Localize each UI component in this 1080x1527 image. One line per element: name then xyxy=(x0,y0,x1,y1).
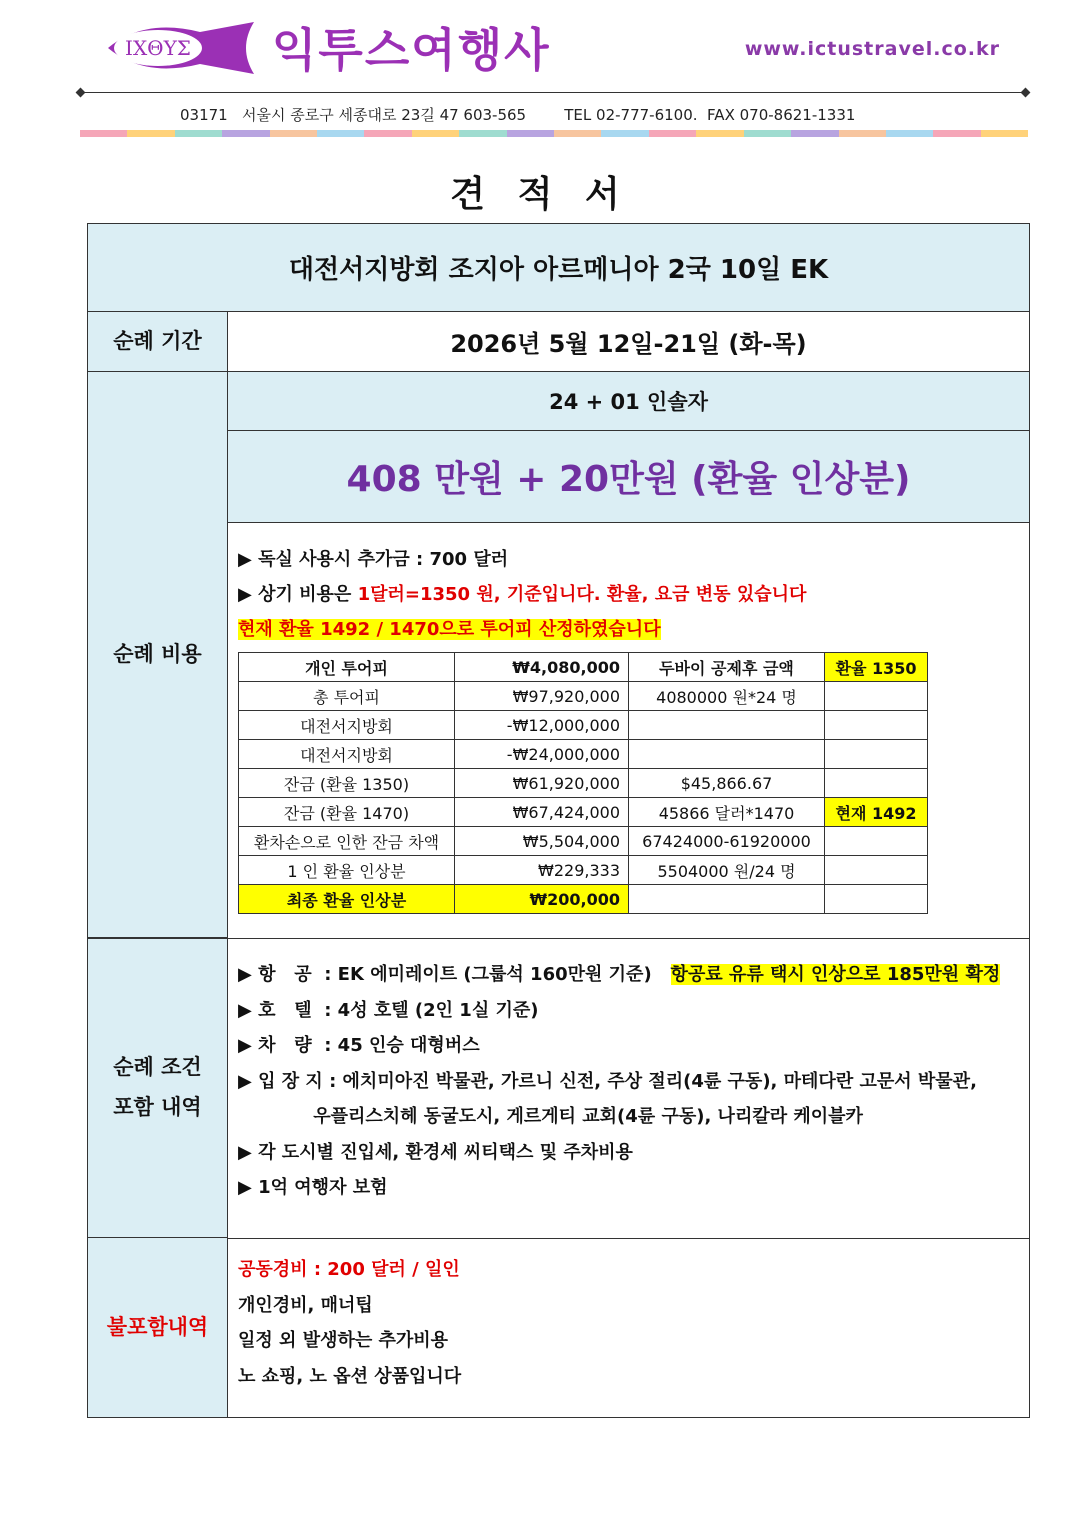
condition-taxes: ▶ 각 도시별 진입세, 환경세 씨티택스 및 주차비용 xyxy=(238,1141,633,1163)
conditions-label xyxy=(88,938,228,1238)
divider-dot-left xyxy=(76,88,86,98)
fee-table-header xyxy=(239,653,928,682)
header-rate: 환율 1350 xyxy=(825,653,928,682)
row-label: 환차손으로 인한 잔금 차액 xyxy=(239,827,455,856)
final-extra xyxy=(825,885,928,914)
table-row xyxy=(239,682,928,711)
no-shopping-note: 노 쇼핑, 노 옵션 상품입니다 xyxy=(238,1365,462,1387)
row-extra xyxy=(825,740,928,769)
period-label: 순례 기간 xyxy=(88,312,228,372)
table-row xyxy=(239,711,928,740)
final-label: 최종 환율 인상분 xyxy=(239,885,455,914)
address-line xyxy=(180,104,855,125)
section-divider xyxy=(88,938,1029,939)
condition-vehicle: ▶ 차 량 : 45 인승 대형버스 xyxy=(238,1035,480,1056)
row-label: 총 투어피 xyxy=(239,682,455,711)
row-extra xyxy=(825,856,928,885)
row-calc: 45866 달러*1470 xyxy=(629,798,825,827)
row-current-rate: 현재 1492 xyxy=(825,798,928,827)
exchange-rate-prefix: ▶ 상기 비용은 xyxy=(238,584,358,605)
condition-insurance: ▶ 1억 여행자 보험 xyxy=(238,1177,388,1198)
row-amount: -₩12,000,000 xyxy=(455,711,629,740)
ichthys-fish-logo xyxy=(104,18,264,78)
row-label: 대전서지방회 xyxy=(239,711,455,740)
row-calc: 4080000 원*24 명 xyxy=(629,682,825,711)
row-amount: ₩61,920,000 xyxy=(455,769,629,798)
table-row xyxy=(239,856,928,885)
row-label: 1 인 환율 인상분 xyxy=(239,856,455,885)
header-personal-fee: 개인 투어피 xyxy=(239,653,455,682)
condition-airline-text: ▶ 항 공 : EK 에미레이트 (그룹석 160만원 기준) xyxy=(238,964,652,985)
tour-price: 408 만원 + 20만원 (환율 인상분) xyxy=(228,431,1029,523)
conditions-label-line2: 포함 내역 xyxy=(113,1094,202,1119)
row-extra xyxy=(825,711,928,740)
header-divider xyxy=(80,92,1028,93)
row-amount: ₩67,424,000 xyxy=(455,798,629,827)
row-calc: 5504000 원/24 명 xyxy=(629,856,825,885)
fee-table xyxy=(238,652,928,914)
extra-cost: 일정 외 발생하는 추가비용 xyxy=(238,1330,449,1351)
contact-info: TEL 02-777-6100. FAX 070-8621-1331 xyxy=(564,106,856,124)
row-calc xyxy=(629,740,825,769)
logo-symbol: IXΘYΣ xyxy=(125,36,191,60)
row-label: 잔금 (환율 1350) xyxy=(239,769,455,798)
table-row xyxy=(239,740,928,769)
final-calc xyxy=(629,885,825,914)
common-expense: 공동경비 : 200 달러 / 일인 xyxy=(238,1259,460,1280)
condition-admissions: ▶ 입 장 지 : 에치미아진 박물관, 가르니 신전, 주상 절리(4륜 구동), 마테다란 고문서 박물관, xyxy=(238,1070,977,1092)
period-value: 2026년 5월 12일-21일 (화-목) xyxy=(228,312,1029,372)
row-amount: ₩5,504,000 xyxy=(455,827,629,856)
single-room-note: ▶ 독실 사용시 추가금 : 700 달러 xyxy=(238,549,509,570)
current-rate-highlight: 현재 환율 1492 / 1470으로 투어피 산정하였습니다 xyxy=(238,619,661,640)
final-amount: ₩200,000 xyxy=(455,885,629,914)
row-calc: $45,866.67 xyxy=(629,769,825,798)
exclusions-label: 불포함내역 xyxy=(88,1238,228,1417)
row-amount: ₩97,920,000 xyxy=(455,682,629,711)
condition-hotel: ▶ 호 텔 : 4성 호텔 (2인 1실 기준) xyxy=(238,999,539,1021)
condition-admissions-cont: 우플리스치헤 동굴도시, 게르게티 교회(4륜 구동), 나리칼라 케이블카 xyxy=(238,1106,863,1127)
header-personal-amount: ₩4,080,000 xyxy=(455,653,629,682)
divider-dot-right xyxy=(1021,88,1031,98)
row-extra xyxy=(825,682,928,711)
header-dubai-deduction: 두바이 공제후 금액 xyxy=(629,653,825,682)
document-title: 견 적 서 xyxy=(450,174,630,215)
row-calc: 67424000-61920000 xyxy=(629,827,825,856)
pax-count: 24 + 01 인솔자 xyxy=(228,372,1029,431)
decorative-color-bar xyxy=(80,130,1028,137)
current-rate-note xyxy=(238,612,806,647)
conditions-list xyxy=(238,957,1000,1206)
table-row xyxy=(239,827,928,856)
section-divider xyxy=(88,1238,1029,1239)
condition-airline xyxy=(238,957,1000,993)
table-row xyxy=(239,769,928,798)
conditions-label-line1: 순례 조건 xyxy=(113,1054,202,1079)
cost-label: 순례 비용 xyxy=(88,372,228,938)
personal-expense: 개인경비, 매너팁 xyxy=(238,1294,373,1316)
trip-title: 대전서지방회 조지아 아르메니아 2국 10일 EK xyxy=(88,224,1029,312)
letterhead xyxy=(0,0,1080,140)
airfare-highlight: 항공료 유류 택시 인상으로 185만원 확정 xyxy=(670,964,1001,985)
row-amount: -₩24,000,000 xyxy=(455,740,629,769)
row-label: 대전서지방회 xyxy=(239,740,455,769)
quote-frame xyxy=(87,223,1030,1418)
address: 03171 서울시 종로구 세종대로 23길 47 603-565 xyxy=(180,106,527,124)
exclusions-list xyxy=(238,1252,461,1394)
cost-notes xyxy=(238,542,806,647)
website-url: www.ictustravel.co.kr xyxy=(744,38,1000,60)
table-row xyxy=(239,798,928,827)
row-extra xyxy=(825,827,928,856)
row-calc xyxy=(629,711,825,740)
row-amount: ₩229,333 xyxy=(455,856,629,885)
row-label: 잔금 (환율 1470) xyxy=(239,798,455,827)
row-extra xyxy=(825,769,928,798)
company-name: 익투스여행사 xyxy=(272,23,551,77)
exchange-rate-warning: 1달러=1350 원, 기준입니다. 환율, 요금 변동 있습니다 xyxy=(357,584,807,605)
exchange-rate-note xyxy=(238,577,806,612)
table-row-final xyxy=(239,885,928,914)
